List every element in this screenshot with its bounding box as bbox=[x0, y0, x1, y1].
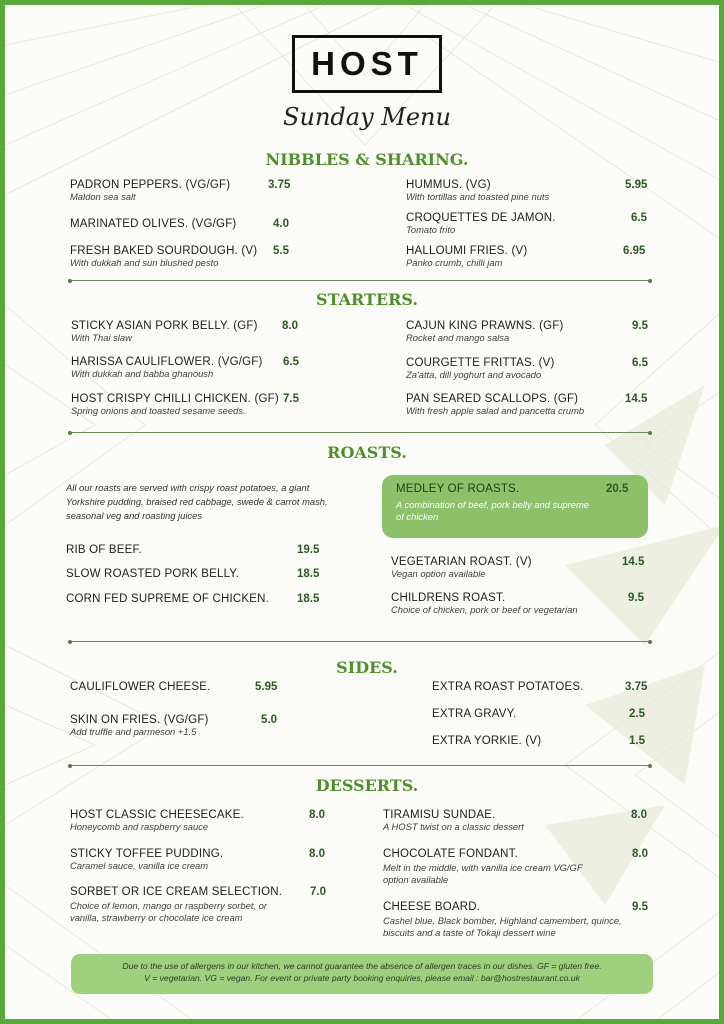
section-heading-nibbles: NIBBLES & SHARING. bbox=[265, 150, 469, 169]
item-price: 8.0 bbox=[309, 848, 325, 860]
item-desc: With tortillas and toasted pine nuts bbox=[406, 191, 550, 202]
item-name: VEGETARIAN ROAST. (V) bbox=[391, 556, 532, 568]
item-desc: Tomato frito bbox=[406, 224, 456, 235]
item-name: HOST CLASSIC CHEESECAKE. bbox=[70, 809, 244, 821]
section-divider bbox=[70, 432, 650, 433]
footer-line-1: Due to the use of allergens in our kitchen, we cannot guarantee the absence of allergen traces in our dishes. GF = gluten free. bbox=[122, 961, 602, 971]
medley-highlight-box bbox=[382, 475, 648, 538]
item-price: 20.5 bbox=[606, 483, 629, 495]
menu-item bbox=[66, 544, 142, 556]
item-name: STICKY TOFFEE PUDDING. bbox=[70, 848, 224, 860]
menu-item bbox=[70, 848, 223, 872]
menu-item bbox=[70, 218, 236, 230]
item-desc: A HOST twist on a classic dessert bbox=[383, 821, 524, 832]
item-name: FRESH BAKED SOURDOUGH. (V) bbox=[70, 245, 258, 257]
item-name: MARINATED OLIVES. (VG/GF) bbox=[70, 218, 237, 230]
item-desc: Cashel blue, Black bomber, Highland camembert, quince, biscuits and a taste of Tokaji dessert wine bbox=[383, 915, 622, 938]
menu-item bbox=[406, 212, 556, 236]
roasts-intro: All our roasts are served with crispy roast potatoes, a giant Yorkshire pudding, braised red cabbage, swede & carrot mash, seasonal veg and roasting juices bbox=[66, 482, 328, 521]
item-name: EXTRA ROAST POTATOES. bbox=[432, 681, 584, 693]
logo: HOST bbox=[292, 35, 442, 93]
item-name: HUMMUS. (VG) bbox=[406, 179, 491, 191]
item-desc: Panko crumb, chilli jam bbox=[406, 257, 503, 268]
item-name: EXTRA GRAVY. bbox=[432, 708, 517, 720]
item-name: RIB OF BEEF. bbox=[66, 544, 142, 556]
item-name: MEDLEY OF ROASTS. bbox=[396, 483, 520, 495]
item-desc: With dukkah and babba ghanoush bbox=[71, 368, 214, 379]
item-desc: Choice of lemon, mango or raspberry sorbet, or vanilla, strawberry or chocolate ice cream bbox=[70, 900, 267, 923]
item-price: 9.5 bbox=[628, 592, 644, 604]
item-desc: Za'atta, dill yoghurt and avocado bbox=[406, 369, 542, 380]
item-name: CORN FED SUPREME OF CHICKEN. bbox=[66, 593, 270, 605]
section-heading-sides: SIDES. bbox=[336, 658, 398, 677]
item-name: SORBET OR ICE CREAM SELECTION. bbox=[70, 886, 283, 898]
item-price: 1.5 bbox=[629, 735, 645, 747]
item-price: 5.5 bbox=[273, 245, 289, 257]
menu-item bbox=[71, 320, 258, 344]
menu-item bbox=[406, 357, 555, 381]
item-name: EXTRA YORKIE. (V) bbox=[432, 735, 542, 747]
item-price: 7.5 bbox=[283, 393, 299, 405]
item-name: STICKY ASIAN PORK BELLY. (GF) bbox=[71, 320, 258, 332]
menu-item bbox=[432, 735, 541, 747]
item-price: 5.0 bbox=[261, 714, 277, 726]
menu-subtitle: Sunday Menu bbox=[283, 103, 451, 131]
menu-item bbox=[406, 245, 527, 269]
menu-item bbox=[383, 848, 593, 886]
menu-item bbox=[70, 714, 209, 738]
item-desc: Caramel sauce, vanilla ice cream bbox=[70, 860, 209, 871]
menu-item bbox=[66, 568, 239, 580]
item-name: COURGETTE FRITTAS. (V) bbox=[406, 357, 555, 369]
item-name: SKIN ON FRIES. (VG/GF) bbox=[70, 714, 209, 726]
menu-item bbox=[70, 681, 211, 693]
menu-item bbox=[70, 809, 244, 833]
item-price: 8.0 bbox=[309, 809, 325, 821]
item-price: 14.5 bbox=[625, 393, 648, 405]
item-desc: Add truffle and parmeson +1.5 bbox=[70, 726, 197, 737]
item-price: 2.5 bbox=[629, 708, 645, 720]
item-price: 3.75 bbox=[625, 681, 648, 693]
item-price: 8.0 bbox=[282, 320, 298, 332]
section-heading-desserts: DESSERTS. bbox=[315, 776, 419, 795]
item-desc: Maldon sea salt bbox=[70, 191, 136, 202]
item-price: 8.0 bbox=[631, 809, 647, 821]
footer-line-2: V = vegetarian. VG = vegan. For event or private party booking enquiries, please email : bar@hostrestaurant.co.uk bbox=[144, 972, 580, 983]
menu-item bbox=[70, 245, 257, 269]
item-desc: Choice of chicken, pork or beef or vegetarian bbox=[391, 604, 578, 615]
menu-item bbox=[383, 901, 627, 939]
item-desc: Honeycomb and raspberry sauce bbox=[70, 821, 209, 832]
item-desc: Melt in the middle, with vanilla ice cream VG/GF option available bbox=[383, 862, 583, 885]
item-price: 14.5 bbox=[622, 556, 645, 568]
menu-item bbox=[396, 483, 596, 523]
item-name: CHILDRENS ROAST. bbox=[391, 592, 506, 604]
item-desc: Vegan option available bbox=[391, 568, 486, 579]
item-name: CHEESE BOARD. bbox=[383, 901, 481, 913]
menu-item bbox=[71, 356, 263, 380]
item-price: 6.5 bbox=[632, 357, 648, 369]
item-price: 6.5 bbox=[283, 356, 299, 368]
section-divider bbox=[70, 280, 650, 281]
item-price: 19.5 bbox=[297, 544, 320, 556]
menu-item bbox=[432, 708, 516, 720]
item-name: HALLOUMI FRIES. (V) bbox=[406, 245, 528, 257]
item-name: PADRON PEPPERS. (VG/GF) bbox=[70, 179, 231, 191]
menu-item bbox=[66, 593, 269, 605]
item-desc: Rocket and mango salsa bbox=[406, 332, 510, 343]
item-name: CAULIFLOWER CHEESE. bbox=[70, 681, 211, 693]
menu-item bbox=[71, 393, 279, 417]
section-divider bbox=[70, 641, 650, 642]
item-desc: A combination of beef, pork belly and supreme of chicken bbox=[396, 499, 589, 522]
item-price: 5.95 bbox=[255, 681, 278, 693]
menu-item bbox=[383, 809, 524, 833]
item-price: 6.95 bbox=[623, 245, 646, 257]
section-divider bbox=[70, 765, 650, 766]
menu-item bbox=[406, 179, 549, 203]
menu-item bbox=[70, 886, 298, 924]
menu-item bbox=[391, 556, 532, 580]
item-desc: With Thai slaw bbox=[71, 332, 132, 343]
menu-item bbox=[406, 393, 584, 417]
section-heading-roasts: ROASTS. bbox=[327, 443, 407, 462]
item-name: PAN SEARED SCALLOPS. (GF) bbox=[406, 393, 579, 405]
menu-item bbox=[391, 592, 578, 616]
allergen-footer bbox=[71, 954, 653, 994]
item-name: CROQUETTES DE JAMON. bbox=[406, 212, 556, 224]
item-name: HOST CRISPY CHILLI CHICKEN. (GF) bbox=[71, 393, 279, 405]
item-price: 6.5 bbox=[631, 212, 647, 224]
item-price: 7.0 bbox=[310, 886, 326, 898]
item-price: 3.75 bbox=[268, 179, 291, 191]
item-desc: With dukkah and sun blushed pesto bbox=[70, 257, 219, 268]
item-price: 4.0 bbox=[273, 218, 289, 230]
item-price: 9.5 bbox=[632, 320, 648, 332]
item-name: TIRAMISU SUNDAE. bbox=[383, 809, 496, 821]
item-name: HARISSA CAULIFLOWER. (VG/GF) bbox=[71, 356, 263, 368]
section-heading-starters: STARTERS. bbox=[316, 290, 418, 309]
item-price: 9.5 bbox=[632, 901, 648, 913]
menu-item bbox=[432, 681, 584, 693]
item-price: 18.5 bbox=[297, 593, 320, 605]
item-price: 18.5 bbox=[297, 568, 320, 580]
item-desc: With fresh apple salad and pancetta crumb bbox=[406, 405, 585, 416]
item-name: SLOW ROASTED PORK BELLY. bbox=[66, 568, 240, 580]
item-price: 5.95 bbox=[625, 179, 648, 191]
menu-item bbox=[406, 320, 564, 344]
item-price: 8.0 bbox=[632, 848, 648, 860]
item-desc: Spring onions and toasted sesame seeds. bbox=[71, 405, 246, 416]
menu-item bbox=[70, 179, 230, 203]
item-name: CAJUN KING PRAWNS. (GF) bbox=[406, 320, 564, 332]
item-name: CHOCOLATE FONDANT. bbox=[383, 848, 519, 860]
